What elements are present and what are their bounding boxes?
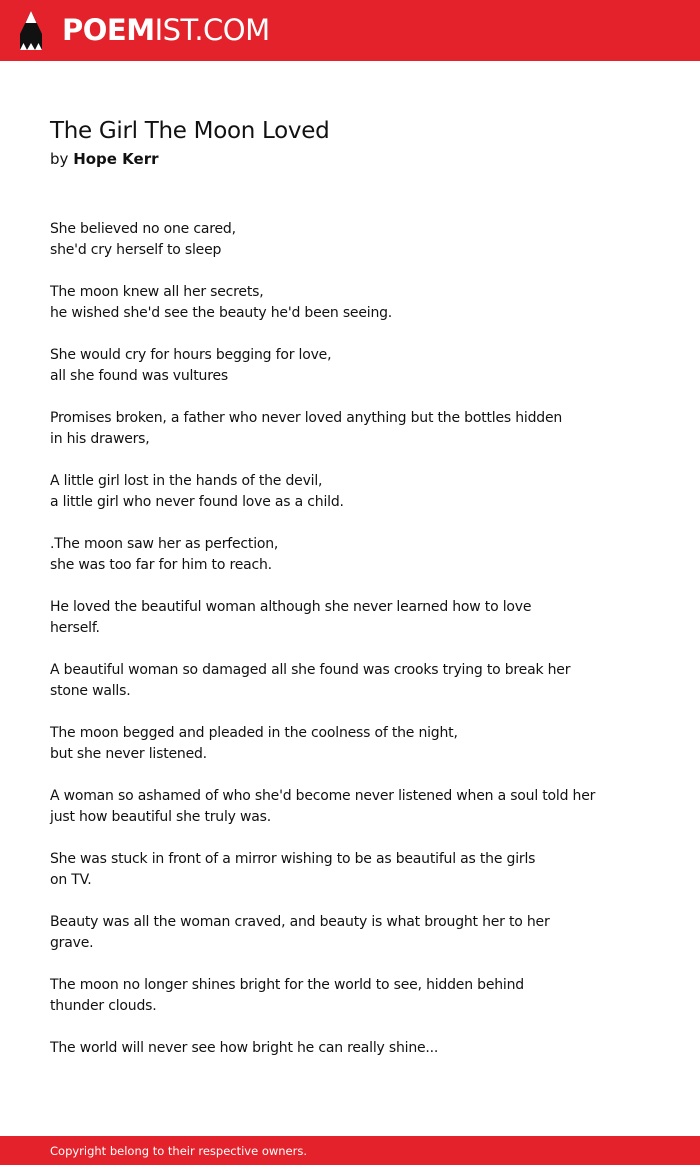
byline <box>50 148 159 170</box>
poem-line: The world will never see how bright he can really shine... <box>50 1040 439 1056</box>
poem-line: but she never listened. <box>50 746 207 762</box>
poem-stanza <box>50 471 670 513</box>
poem-line: The moon begged and pleaded in the coolness of the night, <box>50 725 458 741</box>
poem-line: a little girl who never found love as a child. <box>50 494 344 510</box>
poem-line: herself. <box>50 620 100 636</box>
poem-line: She was stuck in front of a mirror wishing to be as beautiful as the girls <box>50 851 536 867</box>
poem-line: on TV. <box>50 872 92 888</box>
poem-stanza <box>50 1038 670 1059</box>
poem-line: He loved the beautiful woman although she never learned how to love <box>50 599 532 615</box>
poem-line: A little girl lost in the hands of the devil, <box>50 473 323 489</box>
poem-stanza <box>50 723 670 765</box>
pencil-icon <box>17 10 45 52</box>
copyright-text: Copyright belong to their respective owners. <box>50 1144 308 1158</box>
poem-line: in his drawers, <box>50 431 150 447</box>
poem-line: The moon knew all her secrets, <box>50 284 264 300</box>
poem-stanza <box>50 408 670 450</box>
poem-stanza <box>50 975 670 1017</box>
poem-line: The moon no longer shines bright for the world to see, hidden behind <box>50 977 524 993</box>
poem-line: she'd cry herself to sleep <box>50 242 222 258</box>
poem-title: The Girl The Moon Loved <box>50 118 330 144</box>
poem-line: thunder clouds. <box>50 998 157 1014</box>
poem-stanza <box>50 219 670 261</box>
by-label: by <box>50 150 69 168</box>
poem-stanza <box>50 912 670 954</box>
poem-line: stone walls. <box>50 683 131 699</box>
poem-body <box>50 219 670 1080</box>
logo-text-light: IST.COM <box>154 13 270 47</box>
site-header <box>0 0 700 61</box>
poem-stanza <box>50 282 670 324</box>
poem-line: grave. <box>50 935 94 951</box>
site-logo[interactable] <box>62 12 270 48</box>
site-footer <box>0 1136 700 1165</box>
poem-line: She believed no one cared, <box>50 221 236 237</box>
poem-stanza <box>50 786 670 828</box>
poem-stanza <box>50 534 670 576</box>
poem-line: Beauty was all the woman craved, and beauty is what brought her to her <box>50 914 550 930</box>
poem-stanza <box>50 849 670 891</box>
poem-line: She would cry for hours begging for love, <box>50 347 332 363</box>
author-name: Hope Kerr <box>73 150 159 168</box>
poem-line: all she found was vultures <box>50 368 228 384</box>
poem-line: he wished she'd see the beauty he'd been seeing. <box>50 305 393 321</box>
poem-line: she was too far for him to reach. <box>50 557 272 573</box>
poem-stanza <box>50 345 670 387</box>
poem-line: A woman so ashamed of who she'd become never listened when a soul told her <box>50 788 596 804</box>
poem-line: .The moon saw her as perfection, <box>50 536 279 552</box>
poem-line: Promises broken, a father who never loved anything but the bottles hidden <box>50 410 563 426</box>
poem-line: just how beautiful she truly was. <box>50 809 271 825</box>
poem-line: A beautiful woman so damaged all she found was crooks trying to break her <box>50 662 571 678</box>
poem-stanza <box>50 660 670 702</box>
poem-stanza <box>50 597 670 639</box>
logo-text-bold: POEM <box>62 13 155 47</box>
